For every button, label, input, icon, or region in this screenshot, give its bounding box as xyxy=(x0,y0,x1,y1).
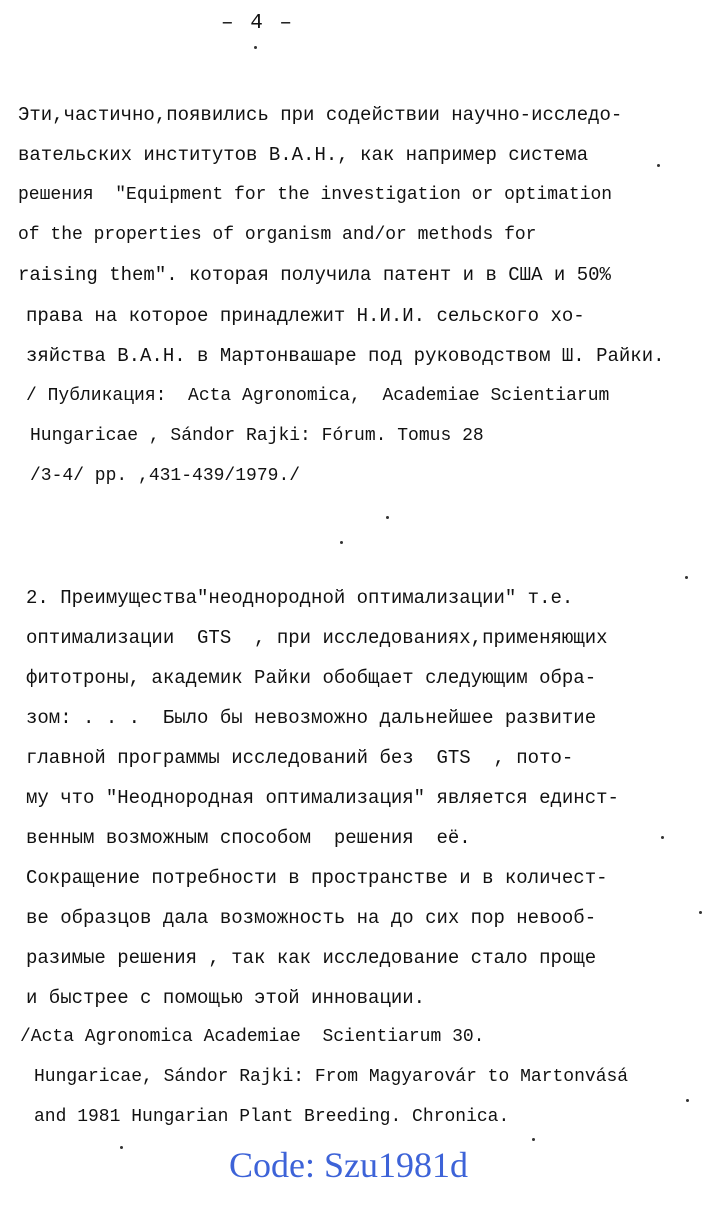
text-line: Hungaricae, Sándor Rajki: From Magyarovár to Martonvásá xyxy=(34,1067,629,1087)
text-line: венным возможным способом решения её. xyxy=(26,827,471,849)
scan-speck xyxy=(532,1138,535,1141)
text-line: вательских институтов В.А.Н., как например система xyxy=(18,144,589,166)
text-line: права на которое принадлежит Н.И.И. сельского хо- xyxy=(26,305,585,327)
text-line: /3-4/ pp. ,431-439/1979./ xyxy=(30,466,301,486)
text-line: разимые решения , так как исследование стало проще xyxy=(26,947,597,969)
text-line: /Acta Agronomica Academiae Scientiarum 30. xyxy=(20,1027,485,1047)
text-line: зом: . . . Было бы невозможно дальнейшее развитие xyxy=(26,707,597,729)
text-line: решения "Equipment for the investigation or optimation xyxy=(18,185,613,205)
text-line: главной программы исследований без GTS , пото- xyxy=(26,747,574,769)
text-line: 2. Преимущества"неоднородной оптимализации" т.е. xyxy=(26,587,574,609)
text-line: ве образцов дала возможность на до сих пор невооб- xyxy=(26,907,597,929)
text-line: и быстрее с помощью этой инновации. xyxy=(26,987,426,1009)
text-line: raising them". которая получила патент и в США и 50% xyxy=(18,264,611,286)
text-line: and 1981 Hungarian Plant Breeding. Chronica. xyxy=(34,1107,510,1127)
scan-speck xyxy=(686,1099,689,1102)
scan-speck xyxy=(120,1146,123,1149)
document-code: Code: Szu1981d xyxy=(229,1145,468,1185)
text-line: фитотроны, академик Райки обобщает следующим обра- xyxy=(26,667,597,689)
scan-speck xyxy=(685,576,688,579)
page-number: – 4 – xyxy=(221,12,295,35)
text-line: Эти,частично,появились при содействии научно-исследо- xyxy=(18,104,623,126)
text-line: Сокращение потребности в пространстве и в количест- xyxy=(26,867,608,889)
scan-speck xyxy=(661,836,664,839)
text-line: of the properties of organism and/or methods for xyxy=(18,225,537,245)
text-line: / Публикация: Acta Agronomica, Academiae Scientiarum xyxy=(26,386,610,406)
scan-speck xyxy=(657,164,660,167)
scan-speck xyxy=(340,541,343,544)
scan-speck xyxy=(386,516,389,519)
text-line: му что "Неоднородная оптимализация" является единст- xyxy=(26,787,619,809)
scan-speck xyxy=(254,46,257,49)
scan-speck xyxy=(699,911,702,914)
text-line: зяйства В.А.Н. в Мартонвашаре под руководством Ш. Райки. xyxy=(26,345,665,367)
text-line: оптимализации GTS , при исследованиях,применяющих xyxy=(26,627,608,649)
text-line: Hungaricae , Sándor Rajki: Fórum. Tomus 28 xyxy=(30,426,484,446)
